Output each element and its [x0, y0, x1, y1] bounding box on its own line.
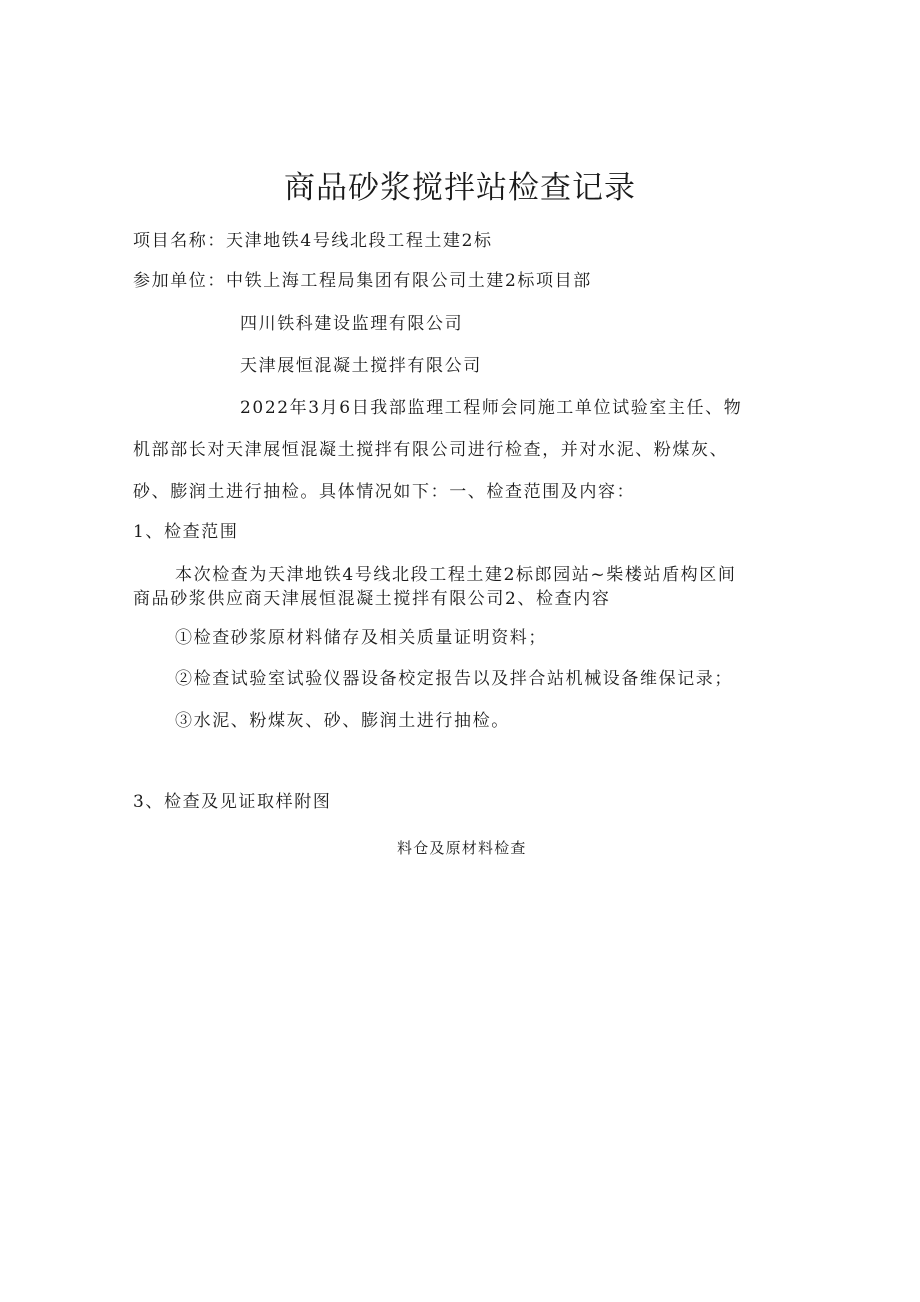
- check-item-3: ③水泥、粉煤灰、砂、膨润土进行抽检。: [175, 711, 510, 731]
- check-item-1: ①检查砂浆原材料储存及相关质量证明资料；: [175, 628, 547, 648]
- section-1-line-2: 商品砂浆供应商天津展恒混凝土搅拌有限公司2、检查内容: [133, 589, 611, 609]
- participant-supervisor: 四川铁科建设监理有限公司: [240, 314, 464, 334]
- section-1-heading: 1、检查范围: [133, 522, 239, 542]
- intro-line-3: 砂、膨润土进行抽检。具体情况如下：一、检查范围及内容：: [133, 482, 636, 502]
- section-3-heading: 3、检查及见证取样附图: [133, 792, 332, 812]
- document-title: 商品砂浆搅拌站检查记录: [284, 170, 636, 206]
- participants-line: 参加单位：中铁上海工程局集团有限公司土建2标项目部: [133, 271, 592, 291]
- intro-line-2: 机部部长对天津展恒混凝土搅拌有限公司进行检查，并对水泥、粉煤灰、: [133, 440, 729, 460]
- section-1-line-1: 本次检查为天津地铁4号线北段工程土建2标郎园站~柴楼站盾构区间: [175, 565, 737, 585]
- participant-supplier: 天津展恒混凝土搅拌有限公司: [240, 356, 482, 376]
- figure-caption: 料仓及原材料检查: [397, 839, 527, 857]
- intro-line-1: 2022年3月6日我部监理工程师会同施工单位试验室主任、物: [240, 398, 743, 418]
- project-name-line: 项目名称：天津地铁4号线北段工程土建2标: [133, 231, 493, 251]
- check-item-2: ②检查试验室试验仪器设备校定报告以及拌合站机械设备维保记录；: [175, 669, 733, 689]
